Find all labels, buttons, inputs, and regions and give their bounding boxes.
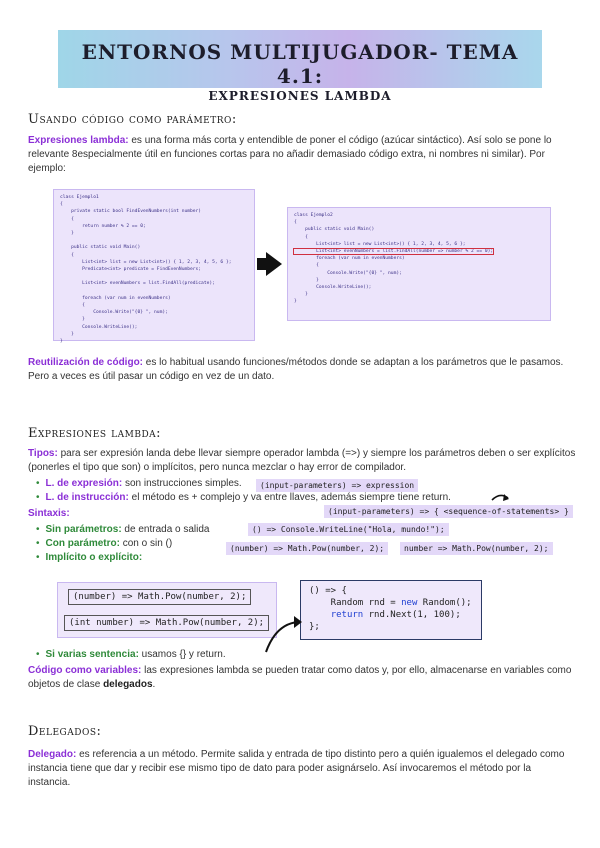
page-subtitle: EXPRESIONES LAMBDA xyxy=(208,89,392,103)
code-box-implicit-explicit xyxy=(57,582,277,638)
section-heading-expresiones-lambda: Expresiones lambda: xyxy=(28,426,162,441)
paragraph-delegado: Delegado: es referencia a un método. Permite salida y entrada de tipo distinto pero a quién igualemos el delegado como instancia tiene que dar y recibir ese mismo tipo de dato para poder asignárselo. Así invocaremos el método por la instancia. xyxy=(28,749,565,788)
paragraph-reutilizacion: Reutilización de código: es lo habitual usando funciones/métodos donde se adaptan a los parámetros que le pasamos. Pero a veces es útil pasar un código en vez de un dato. xyxy=(28,357,564,382)
curved-arrow-icon xyxy=(490,490,512,504)
arrow-right-icon xyxy=(266,252,282,276)
paragraph-tipos: Tipos: para ser expresión landa debe llevar siempre operador lambda (=>) y siempre los parámetros deben o ser explícitos (ponerles el tipo que son) o implícitos, pero nunca mezclar o hay error de compilador. xyxy=(28,448,576,473)
code-example-2: class Ejemplo2 { public static void Main() { List<int> list = new List<int>() { 1, 2, 3, 4, 5, 6 }; List<int> evenNumbers = list.FindAll(number => number % 2 == 0); foreach (var num in evenNumbers) { Console.Write("{0} ", num); } Console.WriteLine(); } } xyxy=(287,207,551,321)
code-box-multi-statement: () => { Random rnd = new Random(); return rnd.Next(1, 100); }; xyxy=(300,580,482,640)
code-statement-lambda: (input-parameters) => { <sequence-of-statements> } xyxy=(324,505,573,518)
paragraph-expresiones-lambda: Expresiones lambda: es una forma más corta y entendible de poner el código (azúcar sintáctico). Así solo se pone lo relevante 8especialmente útil en funciones cortas para no añadir demasiado código extra, ni nombres ni similar). Por ejemplo: xyxy=(28,135,552,174)
code-explicit: (int number) => Math.Pow(number, 2); xyxy=(64,615,269,631)
curved-arrow-icon xyxy=(262,612,306,656)
term-reutilizacion: Reutilización de código: xyxy=(28,357,144,368)
list-varias-sentencias xyxy=(36,648,226,662)
code-sin-parametros: () => Console.WriteLine("Hola, mundo!"); xyxy=(248,523,449,536)
paragraph-codigo-variables: Código como variables: las expresiones lambda se pueden tratar como datos y, por ello, almacenarse en variables como objetos de clase delegados. xyxy=(28,665,572,690)
list-sintaxis xyxy=(36,523,210,565)
heading-sintaxis: Sintaxis: xyxy=(28,508,70,519)
term-delegado: Delegado: xyxy=(28,749,77,760)
code-expression-lambda: (input-parameters) => expression xyxy=(256,479,418,492)
code-implicit: (number) => Math.Pow(number, 2); xyxy=(68,589,251,605)
term-expresiones-lambda: Expresiones lambda: xyxy=(28,135,129,146)
section-heading-codigo-parametro: Usando código como parámetro: xyxy=(28,112,237,127)
code-con-parametro-a: (number) => Math.Pow(number, 2); xyxy=(226,542,388,555)
list-item: • Si varias sentencia: usamos {} y return. xyxy=(36,648,226,662)
list-item: • L. de expresión: son instrucciones simples. xyxy=(36,477,451,491)
term-codigo-variables: Código como variables: xyxy=(28,665,142,676)
list-item: • Implícito o explícito: xyxy=(36,551,210,565)
list-item: • Sin parámetros: de entrada o salida xyxy=(36,523,210,537)
list-item: • Con parámetro: con o sin () xyxy=(36,537,210,551)
term-tipos: Tipos: xyxy=(28,448,58,459)
page-title: ENTORNOS MULTIJUGADOR- TEMA 4.1: xyxy=(81,40,519,88)
code-con-parametro-b: number => Math.Pow(number, 2); xyxy=(400,542,553,555)
list-item: • L. de instrucción: el método es + complejo y va entre llaves, además siempre tiene return. xyxy=(36,491,451,505)
title-banner xyxy=(58,30,542,103)
code-example-1: class Ejemplo1 { private static bool FindEvenNumbers(int number) { return number % 2 == 0; } public static void Main() { List<int> list = new List<int>() { 1, 2, 3, 4, 5, 6 }; Predicate<int> predicate = FindEvenNumbers; List<int> evenNumbers = list.FindAll(predicate); foreach (var num in evenNumbers) { Console.Write("{0} ", num); } Console.WriteLine(); } } xyxy=(53,189,255,341)
section-heading-delegados: Delegados: xyxy=(28,724,102,739)
highlighted-lambda-line: List<int> evenNumbers = list.FindAll(number => number % 2 == 0); xyxy=(294,249,494,255)
